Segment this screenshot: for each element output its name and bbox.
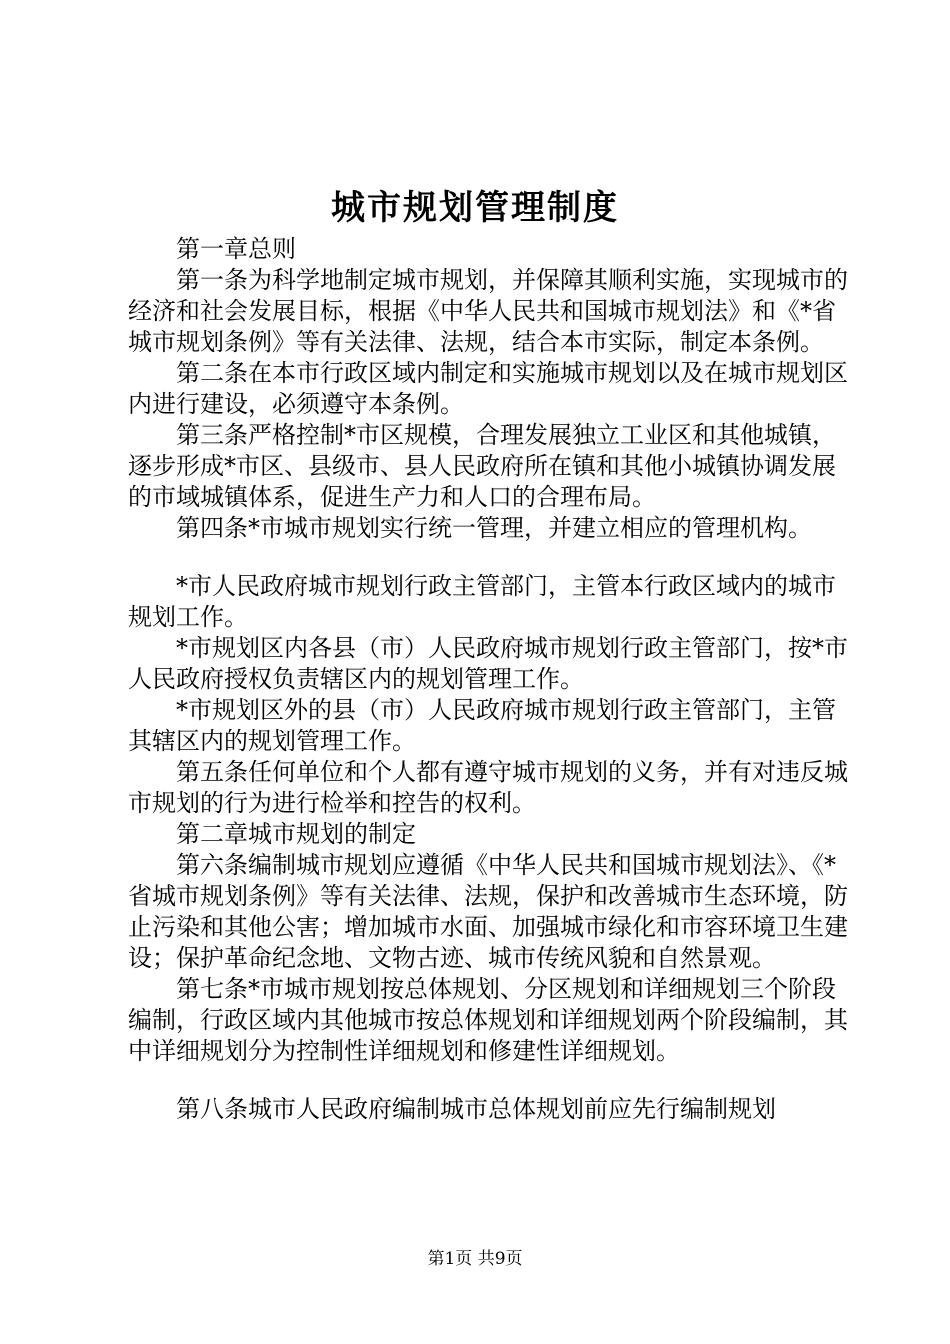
article-paragraph: *市人民政府城市规划行政主管部门，主管本行政区域内的城市规划工作。 xyxy=(128,572,836,631)
article-paragraph: 第五条任何单位和个人都有遵守城市规划的义务，并有对违反城市规划的行为进行检举和控告的权利。 xyxy=(128,758,848,817)
article-paragraph: 第六条编制城市规划应遵循《中华人民共和国城市规划法》、《*省城市规划条例》等有关法律、法规，保护和改善城市生态环境，防止污染和其他公害；增加城市水面、加强城市绿化和市容环境卫生建设；保护革命纪念地、文物古迹、城市传统风貌和自然景观。 xyxy=(128,851,848,972)
article-paragraph: 第八条城市人民政府编制城市总体规划前应先行编制规划 xyxy=(176,1095,776,1123)
article-paragraph: 第七条*市城市规划按总体规划、分区规划和详细规划三个阶段编制，行政区域内其他城市按总体规划和详细规划两个阶段编制，其中详细规划分为控制性详细规划和修建性详细规划。 xyxy=(128,975,848,1065)
article-paragraph: 第四条*市城市规划实行统一管理，并建立相应的管理机构。 xyxy=(176,514,812,542)
document-title: 城市规划管理制度 xyxy=(331,188,619,228)
article-paragraph: 第二条在本市行政区域内制定和实施城市规划以及在城市规划区内进行建设，必须遵守本条例。 xyxy=(128,359,848,418)
article-paragraph: 第一条为科学地制定城市规划，并保障其顺利实施，实现城市的经济和社会发展目标，根据《中华人民共和国城市规划法》和《*省城市规划条例》等有关法律、法规，结合本市实际，制定本条例。 xyxy=(128,266,848,356)
page-number: 第1页 共9页 xyxy=(427,1249,523,1269)
article-paragraph: 第三条严格控制*市区规模，合理发展独立工业区和其他城镇，逐步形成*市区、县级市、县人民政府所在镇和其他小城镇协调发展的市域城镇体系，促进生产力和人口的合理布局。 xyxy=(128,421,836,511)
article-paragraph: *市规划区外的县（市）人民政府城市规划行政主管部门，主管其辖区内的规划管理工作。 xyxy=(128,696,836,755)
chapter-heading: 第一章总则 xyxy=(176,235,296,263)
document-body xyxy=(128,234,848,1125)
article-paragraph: *市规划区内各县（市）人民政府城市规划行政主管部门，按*市人民政府授权负责辖区内的规划管理工作。 xyxy=(128,634,848,693)
chapter-heading: 第二章城市规划的制定 xyxy=(176,820,416,848)
